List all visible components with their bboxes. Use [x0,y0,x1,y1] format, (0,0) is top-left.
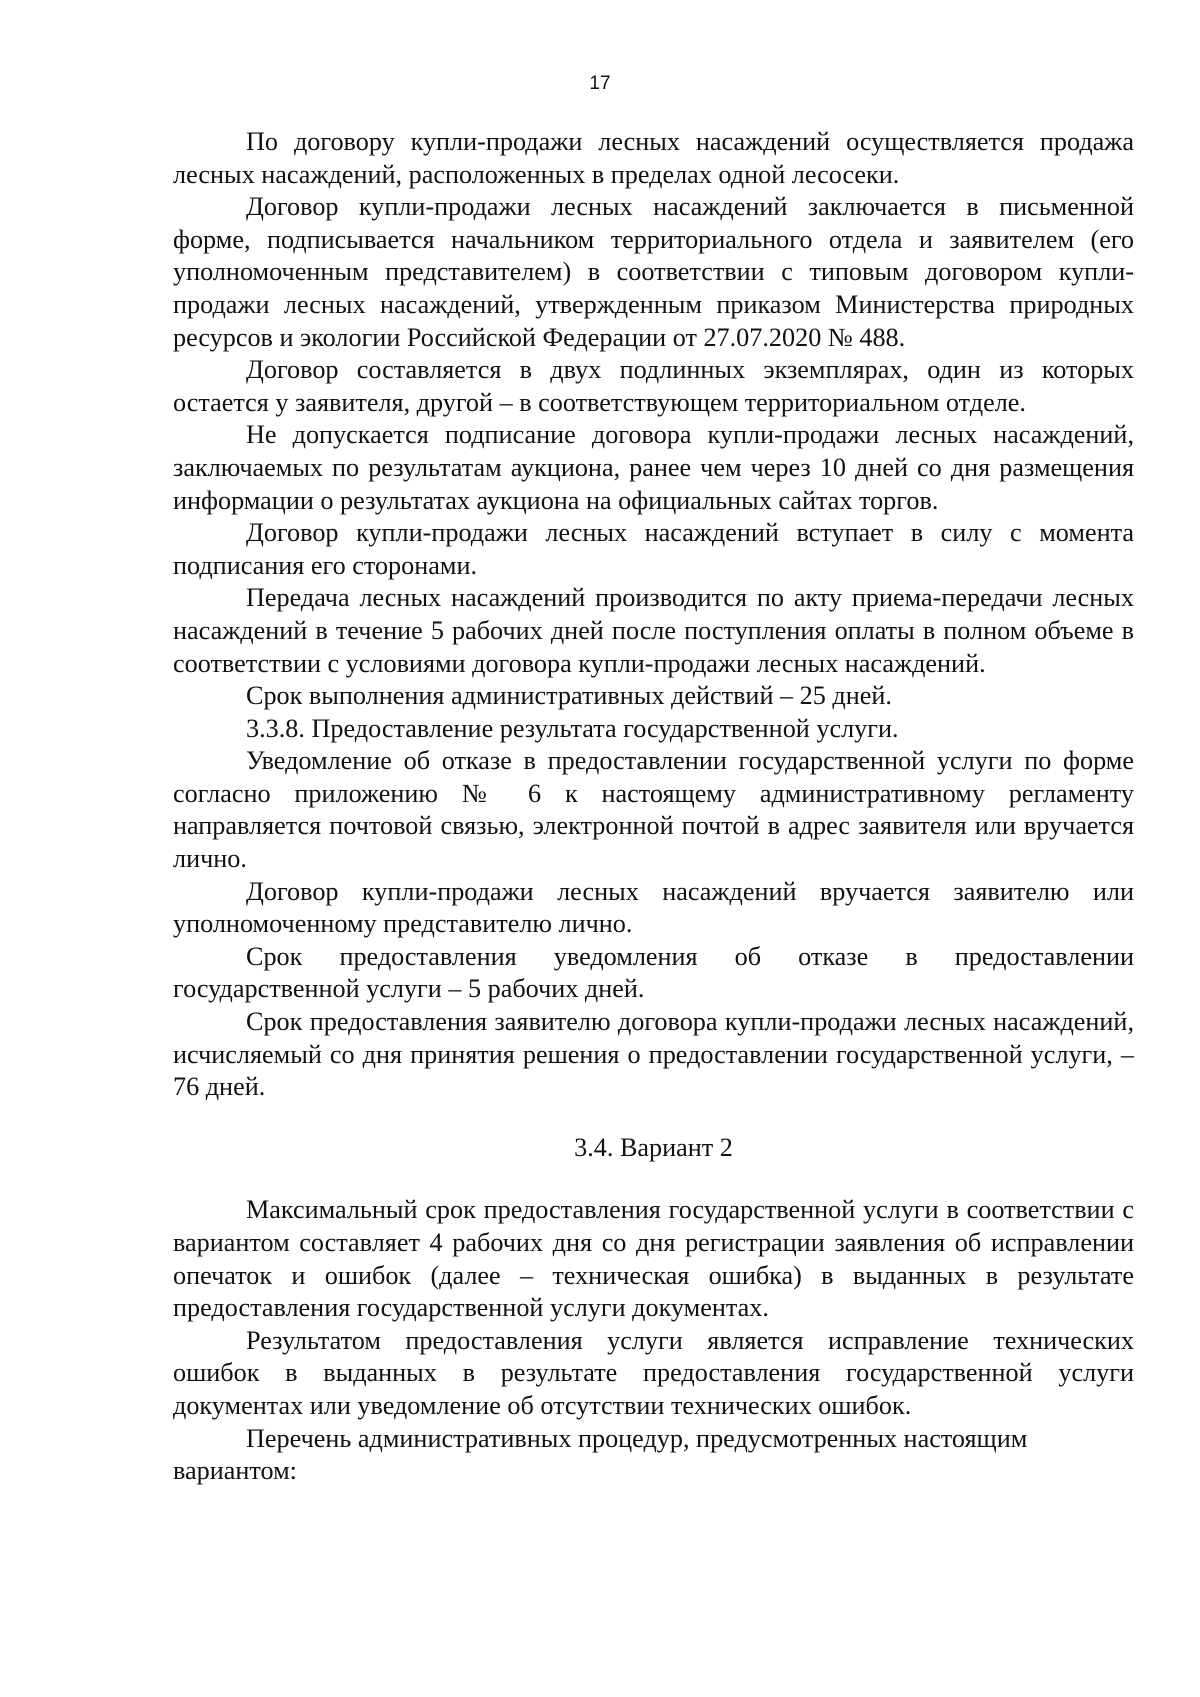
paragraph: Срок предоставления заявителю договора купли-продажи лесных насаждений, исчисляемый со дня принятия решения о предоставлении государственной услуги, – 76 дней. [173,1007,1134,1102]
paragraph: Максимальный срок предоставления государственной услуги в соответствии с вариантом составляет 4 рабочих дня со дня регистрации заявления об исправлении опечаток и ошибок (далее – техническая ошибка) в выданных в результате предоставления государственной услуги документах. [173,1195,1134,1323]
paragraph: Не допускается подписание договора купли-продажи лесных насаждений, заключаемых по результатам аукциона, ранее чем через 10 дней со дня размещения информации о результатах аукциона на официальных сайтах торгов. [173,420,1134,515]
paragraph: Уведомление об отказе в предоставлении государственной услуги по форме согласно приложению № 6 к настоящему административному регламенту направляется почтовой связью, электронной почтой в адрес заявителя или вручается лично. [173,746,1134,874]
paragraph: Передача лесных насаждений производится по акту приема-передачи лесных насаждений в течение 5 рабочих дней после поступления оплаты в полном объеме в соответствии с условиями договора купли-продажи лесных насаждений. [173,583,1134,678]
paragraph: Срок предоставления уведомления об отказе в предоставлении государственной услуги – 5 рабочих дней. [173,941,1134,1004]
paragraph: По договору купли-продажи лесных насаждений осуществляется продажа лесных насаждений, расположенных в пределах одной лесосеки. [173,127,1134,189]
paragraph: Срок выполнения административных действий – 25 дней. [246,681,892,711]
paragraph: Договор купли-продажи лесных насаждений вступает в силу с момента подписания его сторонами. [173,518,1134,580]
paragraph: Договор составляется в двух подлинных экземплярах, один из которых остается у заявителя, другой – в соответствующем территориальном отделе. [173,355,1134,417]
page-number: 17 [589,73,611,94]
paragraph: Результатом предоставления услуги является исправление технических ошибок в выданных в результате предоставления государственной услуги документах или уведомление об отсутствии технических ошибок. [173,1325,1134,1420]
paragraph: Договор купли-продажи лесных насаждений вручается заявителю или уполномоченному представителю лично. [173,876,1134,939]
document-body [173,126,1134,1488]
paragraph: Договор купли-продажи лесных насаждений заключается в письменной форме, подписывается начальником территориального отдела и заявителем (его уполномоченным представителем) в соответствии с типовым договором купли-продажи лесных насаждений, утвержденным приказом Министерства природных ресурсов и экологии Российской Федерации от 27.07.2020 № 488. [173,192,1134,352]
section-heading: 3.4. Вариант 2 [574,1132,733,1162]
paragraph: 3.3.8. Предоставление результата государственной услуги. [246,713,899,743]
paragraph: Перечень административных процедур, предусмотренных настоящим вариантом: [173,1423,1028,1486]
